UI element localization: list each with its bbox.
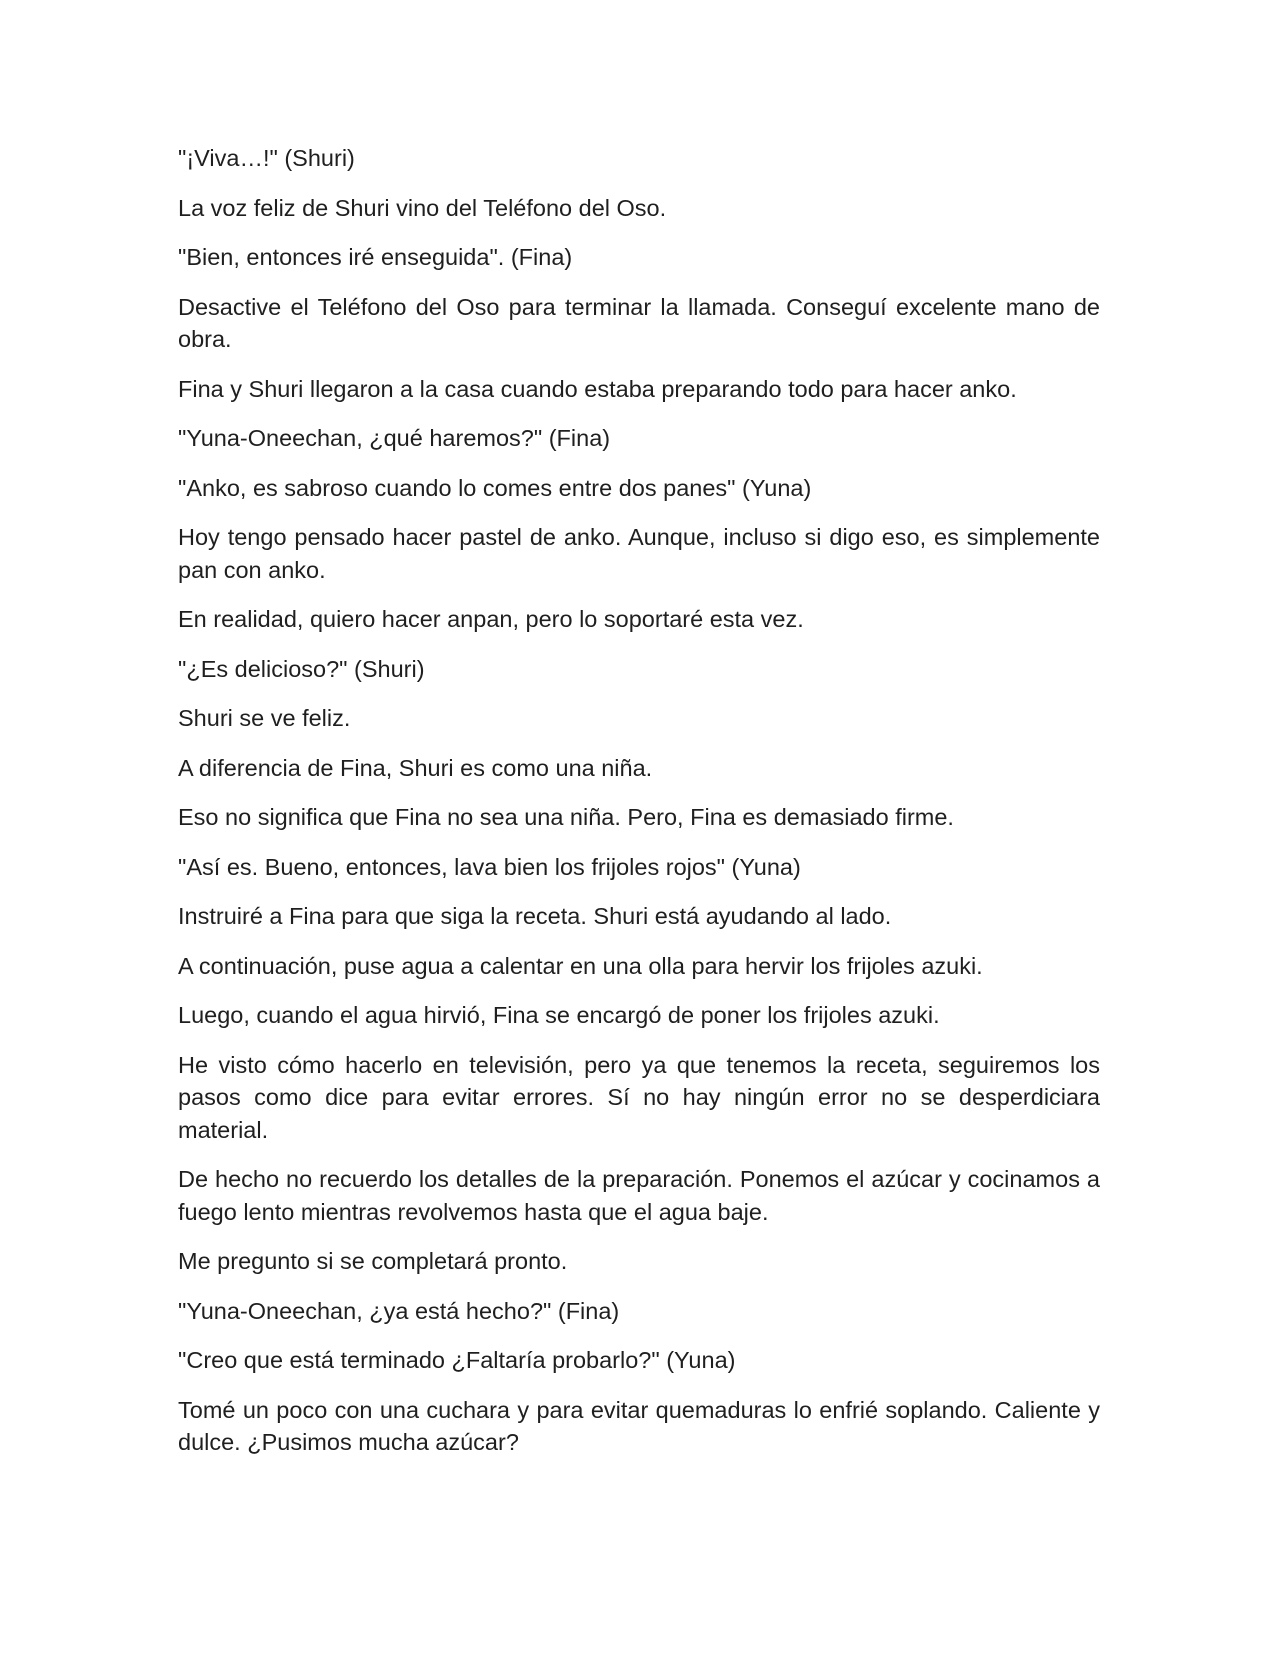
paragraph: "¡Viva…!" (Shuri) [178,145,355,171]
document-page [178,142,1100,1476]
paragraph: He visto cómo hacerlo en televisión, pero ya que tenemos la receta, seguiremos los pasos como dice para evitar errores. Sí no hay ningún error no se desperdiciara material. [178,1051,1100,1143]
paragraph: "Yuna-Oneechan, ¿qué haremos?" (Fina) [178,425,611,451]
paragraph: A continuación, puse agua a calentar en una olla para hervir los frijoles azuki. [178,952,983,979]
paragraph: De hecho no recuerdo los detalles de la preparación. Ponemos el azúcar y cocinamos a fuego lento mientras revolvemos hasta que el agua baje. [178,1166,1100,1225]
paragraph: "Bien, entonces iré enseguida". (Fina) [178,244,573,270]
paragraph: Shuri se ve feliz. [178,705,351,731]
paragraph: Me pregunto si se completará pronto. [178,1248,568,1274]
paragraph: En realidad, quiero hacer anpan, pero lo soportaré esta vez. [178,606,804,632]
paragraph: "Anko, es sabroso cuando lo comes entre dos panes" (Yuna) [178,474,812,501]
paragraph: "Creo que está terminado ¿Faltaría probarlo?" (Yuna) [178,1347,736,1373]
paragraph: Eso no significa que Fina no sea una niña. Pero, Fina es demasiado firme. [178,804,954,830]
paragraph: Tomé un poco con una cuchara y para evitar quemaduras lo enfrié soplando. Caliente y dulce. ¿Pusimos mucha azúcar? [178,1396,1100,1455]
paragraph: "Yuna-Oneechan, ¿ya está hecho?" (Fina) [178,1297,620,1324]
paragraph: Fina y Shuri llegaron a la casa cuando estaba preparando todo para hacer anko. [178,375,1017,402]
paragraph: La voz feliz de Shuri vino del Teléfono del Oso. [178,194,667,221]
paragraph: "Así es. Bueno, entonces, lava bien los frijoles rojos" (Yuna) [178,853,801,880]
paragraph: Hoy tengo pensado hacer pastel de anko. Aunque, incluso si digo eso, es simplemente pan con anko. [178,524,1100,583]
paragraph: "¿Es delicioso?" (Shuri) [178,655,425,682]
paragraph: A diferencia de Fina, Shuri es como una niña. [178,754,653,781]
paragraph: Luego, cuando el agua hirvió, Fina se encargó de poner los frijoles azuki. [178,1002,940,1028]
paragraph: Desactive el Teléfono del Oso para terminar la llamada. Conseguí excelente mano de obra. [178,293,1100,352]
paragraph: Instruiré a Fina para que siga la receta. Shuri está ayudando al lado. [178,903,892,929]
